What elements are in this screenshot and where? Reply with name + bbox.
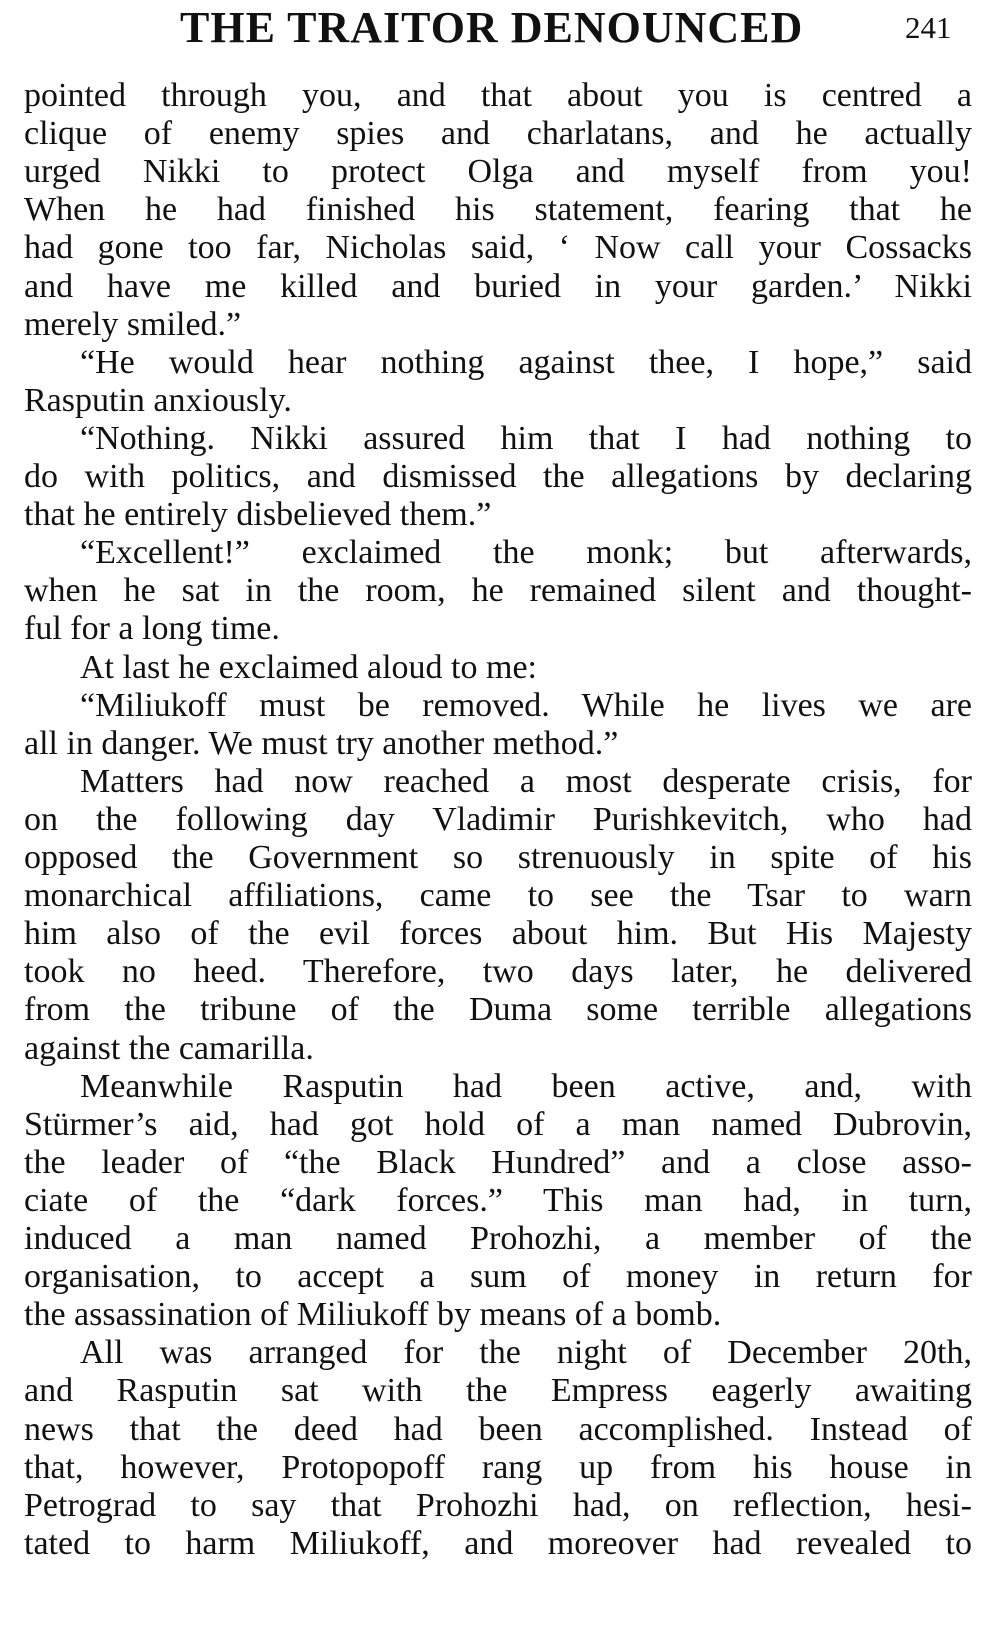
text-line: “Miliukoff must be removed. While he lives we are — [80, 686, 972, 724]
text-line: clique of enemy spies and charlatans, and he actually — [24, 115, 972, 153]
page-header — [0, 2, 1000, 58]
running-title: THE TRAITOR DENOUNCED — [180, 3, 804, 52]
text-line: the leader of “the Black Hundred” and a close asso- — [24, 1143, 972, 1181]
text-line: against the camarilla. — [24, 1029, 314, 1067]
text-line: and have me killed and buried in your garden.’ Nikki — [24, 267, 972, 305]
text-line: At last he exclaimed aloud to me: — [80, 648, 537, 686]
text-line: that he entirely disbelieved them.” — [24, 496, 492, 534]
text-line: Petrograd to say that Prohozhi had, on reflection, hesi- — [24, 1486, 972, 1524]
text-line: urged Nikki to protect Olga and myself from you! — [24, 153, 972, 191]
page-number: 241 — [905, 10, 952, 45]
text-line: from the tribune of the Duma some terrible allegations — [24, 991, 972, 1029]
text-line: “Excellent!” exclaimed the monk; but afterwards, — [80, 534, 972, 572]
text-line: the assassination of Miliukoff by means of a bomb. — [24, 1296, 722, 1334]
text-line: induced a man named Prohozhi, a member of the — [24, 1220, 972, 1257]
text-line: merely smiled.” — [24, 305, 242, 343]
text-line: tated to harm Miliukoff, and moreover had revealed to — [24, 1524, 972, 1562]
text-line: All was arranged for the night of December 20th, — [80, 1334, 972, 1372]
text-line: on the following day Vladimir Purishkevitch, who had — [24, 800, 972, 838]
text-line: took no heed. Therefore, two days later, he delivered — [24, 953, 972, 991]
text-line: that, however, Protopopoff rang up from his house in — [24, 1448, 972, 1486]
text-line: When he had finished his statement, fearing that he — [24, 191, 972, 229]
text-line: organisation, to accept a sum of money in return for — [24, 1258, 972, 1296]
text-line: “He would hear nothing against thee, I hope,” said — [80, 343, 972, 381]
text-line: him also of the evil forces about him. But His Majesty — [24, 915, 972, 953]
text-line: ful for a long time. — [24, 610, 280, 648]
text-line: Stürmer’s aid, had got hold of a man named Dubrovin, — [24, 1105, 972, 1143]
text-line: had gone too far, Nicholas said, ‘ Now call your Cossacks — [24, 229, 972, 267]
text-line: news that the deed had been accomplished. Instead of — [24, 1410, 972, 1448]
text-line: “Nothing. Nikki assured him that I had nothing to — [80, 419, 972, 457]
text-line: Matters had now reached a most desperate crisis, for — [80, 762, 972, 800]
text-line: when he sat in the room, he remained silent and thought- — [24, 572, 972, 610]
text-line: Rasputin anxiously. — [24, 381, 292, 419]
text-line: pointed through you, and that about you is centred a — [24, 77, 972, 114]
text-line: monarchical affiliations, came to see the Tsar to warn — [24, 877, 972, 915]
text-line: Meanwhile Rasputin had been active, and, with — [80, 1067, 972, 1105]
text-line: all in danger. We must try another method.” — [24, 724, 619, 762]
text-line: opposed the Government so strenuously in spite of his — [24, 839, 972, 876]
text-line: and Rasputin sat with the Empress eagerly awaiting — [24, 1372, 972, 1410]
text-line: do with politics, and dismissed the allegations by declaring — [24, 458, 972, 495]
text-line: ciate of the “dark forces.” This man had, in turn, — [24, 1181, 972, 1219]
